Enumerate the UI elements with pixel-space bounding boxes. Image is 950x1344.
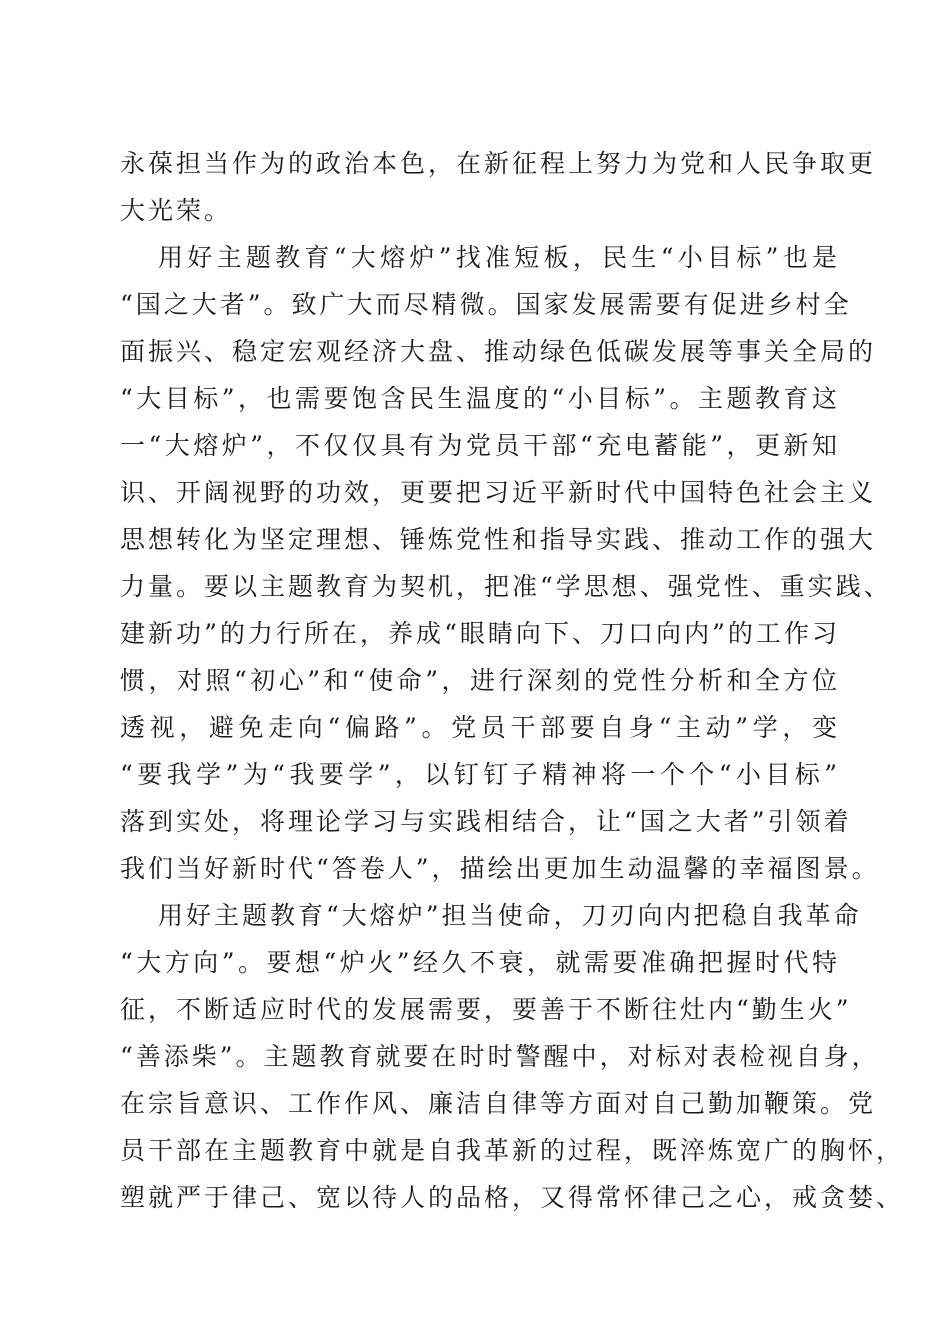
- text-line: 我们当好新时代“答卷人”，描绘出更加生动温馨的幸福图景。: [120, 854, 880, 883]
- text-line: “大方向”。要想“炉火”经久不衰，就需要准确把握时代特: [120, 948, 840, 977]
- text-line: 一“大熔炉”，不仅仅具有为党员干部“充电蓄能”，更新知: [120, 431, 840, 460]
- text-line: 落到实处，将理论学习与实践相结合，让“国之大者”引领着: [120, 807, 852, 836]
- text-line: “要我学”为“我要学”，以钉钉子精神将一个个“小目标”: [120, 760, 840, 789]
- text-line: 大光荣。: [120, 196, 233, 225]
- text-line: 员干部在主题教育中就是自我革新的过程，既淬炼宽广的胸怀，: [120, 1136, 905, 1165]
- text-line: 惯，对照“初心”和“使命”，进行深刻的党性分析和全方位: [120, 666, 840, 695]
- text-line: 在宗旨意识、工作作风、廉洁自律等方面对自己勤加鞭策。党: [120, 1089, 877, 1118]
- text-line: 用好主题教育“大熔炉”找准短板，民生“小目标”也是: [158, 243, 840, 272]
- text-line: 塑就严于律己、宽以待人的品格，又得常怀律己之心，戒贪婪、: [120, 1183, 905, 1212]
- text-line: 永葆担当作为的政治本色，在新征程上努力为党和人民争取更: [120, 149, 877, 178]
- text-line: 力量。要以主题教育为契机，把准“学思想、强党性、重实践、: [120, 572, 892, 601]
- text-line: 面振兴、稳定宏观经济大盘、推动绿色低碳发展等事关全局的: [120, 337, 877, 366]
- text-line: 识、开阔视野的功效，更要把习近平新时代中国特色社会主义: [120, 478, 877, 507]
- text-line: 透视，避免走向“偏路”。党员干部要自身“主动”学，变: [120, 713, 840, 742]
- text-line: 建新功”的力行所在，养成“眼睛向下、刀口向内”的工作习: [120, 619, 840, 648]
- text-line: 征，不断适应时代的发展需要，要善于不断往灶内“勤生火”: [120, 995, 852, 1024]
- text-line: 用好主题教育“大熔炉”担当使命，刀刃向内把稳自我革命: [158, 901, 862, 930]
- text-line: 思想转化为坚定理想、锤炼党性和指导实践、推动工作的强大: [120, 525, 877, 554]
- text-line: “大目标”，也需要饱含民生温度的“小目标”。主题教育这: [120, 384, 840, 413]
- body-text: [120, 140, 905, 1221]
- text-line: “国之大者”。致广大而尽精微。国家发展需要有促进乡村全: [120, 290, 852, 319]
- text-line: “善添柴”。主题教育就要在时时警醒中，对标对表检视自身，: [120, 1042, 880, 1071]
